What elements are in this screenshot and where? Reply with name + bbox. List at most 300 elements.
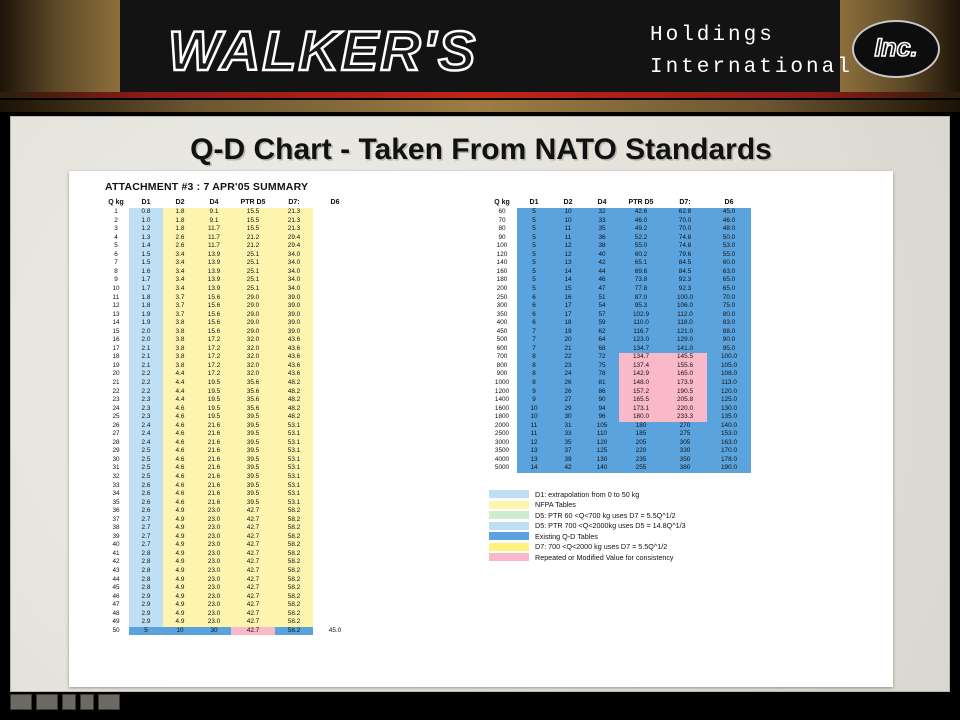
table-cell: 37 xyxy=(112,515,120,523)
brand-logo-international: International xyxy=(650,56,853,79)
table-cell: 53.1 xyxy=(275,490,313,499)
table-cell: 19.5 xyxy=(197,396,231,405)
table-row xyxy=(103,558,357,567)
table-cell: 9 xyxy=(517,387,551,396)
table-cell: 90.0 xyxy=(707,336,751,345)
column-header: D4 xyxy=(209,199,219,206)
table-cell: 48.2 xyxy=(275,413,313,422)
table-cell: 9 xyxy=(517,396,551,405)
table-cell: 4.4 xyxy=(163,387,197,396)
table-row xyxy=(103,217,357,226)
table-cell: 19 xyxy=(112,361,120,369)
table-cell: 2.1 xyxy=(129,345,163,354)
table-cell: 77.8 xyxy=(619,285,663,294)
table-cell: 1.2 xyxy=(129,225,163,234)
table-cell: 1.6 xyxy=(129,268,163,277)
table-cell: 10 xyxy=(112,284,120,292)
legend-label: D7: 700 <Q<2000 kg uses D7 = 5.5Q^1/2 xyxy=(535,542,668,552)
table-cell: 45.0 xyxy=(328,626,342,634)
table-row xyxy=(487,345,751,354)
table-row xyxy=(103,396,357,405)
legend-item xyxy=(489,531,686,542)
slide-title: Q-D Chart - Taken From NATO Standards xyxy=(190,133,772,166)
table-row xyxy=(103,601,357,610)
table-cell: 23 xyxy=(551,362,585,371)
table-cell: 58.2 xyxy=(275,558,313,567)
table-row xyxy=(103,234,357,243)
table-cell: 43.6 xyxy=(275,336,313,345)
table-cell: 9.1 xyxy=(197,208,231,217)
banner-red-stripe xyxy=(0,92,960,98)
table-row xyxy=(487,276,751,285)
table-cell: 55.0 xyxy=(707,251,751,260)
table-cell: 300 xyxy=(496,302,508,310)
table-cell: 5 xyxy=(114,242,118,250)
table-cell: 13 xyxy=(112,310,120,318)
table-row xyxy=(103,473,357,482)
table-cell: 1400 xyxy=(494,396,510,404)
table-row xyxy=(103,422,357,431)
table-cell: 84.5 xyxy=(663,259,707,268)
table-cell: 26 xyxy=(112,421,120,429)
table-row xyxy=(103,524,357,533)
table-row xyxy=(487,302,751,311)
table-cell: 42.7 xyxy=(231,524,275,533)
table-cell: 21.6 xyxy=(197,473,231,482)
table-cell: 95.3 xyxy=(619,302,663,311)
table-row xyxy=(487,405,751,414)
table-cell: 105 xyxy=(585,422,619,431)
table-cell xyxy=(313,533,357,542)
table-cell: 21.6 xyxy=(197,464,231,473)
table-row xyxy=(103,456,357,465)
table-cell: 20 xyxy=(551,336,585,345)
table-cell: 6 xyxy=(517,293,551,302)
table-cell: 23.0 xyxy=(197,593,231,602)
table-cell: 40 xyxy=(112,541,120,549)
table-cell: 15 xyxy=(112,327,120,335)
table-cell: 15.6 xyxy=(197,319,231,328)
legend-item xyxy=(489,489,686,500)
table-cell: 42.7 xyxy=(231,593,275,602)
site-header-banner xyxy=(0,0,960,98)
table-cell: 110.0 xyxy=(619,319,663,328)
table-cell: 105.0 xyxy=(707,362,751,371)
table-cell: 11.7 xyxy=(197,242,231,251)
table-cell: 178.0 xyxy=(707,456,751,465)
table-cell: 4.4 xyxy=(163,396,197,405)
table-cell: 19 xyxy=(551,328,585,337)
table-cell: 900 xyxy=(496,370,508,378)
table-cell: 380 xyxy=(663,464,707,473)
table-cell: 64 xyxy=(585,336,619,345)
table-cell: 2.5 xyxy=(129,473,163,482)
table-cell: 4.6 xyxy=(163,473,197,482)
table-cell: 108.0 xyxy=(707,370,751,379)
table-cell: 2.6 xyxy=(129,499,163,508)
table-cell: 43.6 xyxy=(275,345,313,354)
table-cell: 23.0 xyxy=(197,533,231,542)
table-cell: 57 xyxy=(585,311,619,320)
table-cell xyxy=(313,353,357,362)
table-cell: 11 xyxy=(517,422,551,431)
table-cell: 2.7 xyxy=(129,516,163,525)
table-cell: 42.7 xyxy=(231,567,275,576)
table-cell: 42.7 xyxy=(231,610,275,619)
thumbnail-item[interactable] xyxy=(36,694,58,710)
table-cell xyxy=(313,413,357,422)
table-cell: 173.1 xyxy=(619,405,663,414)
table-cell: 180.0 xyxy=(619,413,663,422)
table-cell: 52.2 xyxy=(619,234,663,243)
table-cell: 3500 xyxy=(494,447,510,455)
table-cell: 53.1 xyxy=(275,499,313,508)
table-cell xyxy=(313,490,357,499)
table-cell: 7 xyxy=(517,328,551,337)
table-cell: 53.0 xyxy=(707,242,751,251)
table-cell: 53.1 xyxy=(275,422,313,431)
table-cell: 3.8 xyxy=(163,353,197,362)
table-cell: 8 xyxy=(114,267,118,275)
table-cell xyxy=(313,558,357,567)
table-cell: 86 xyxy=(585,387,619,396)
table-cell: 4.9 xyxy=(163,618,197,627)
table-cell: 50.0 xyxy=(707,234,751,243)
table-cell: 3000 xyxy=(494,438,510,446)
table-cell: 173.9 xyxy=(663,379,707,388)
table-cell: 17.2 xyxy=(197,345,231,354)
column-header: D6 xyxy=(330,199,340,206)
thumbnail-item[interactable] xyxy=(98,694,120,710)
legend-color-swatch xyxy=(489,553,529,561)
table-cell xyxy=(313,618,357,627)
table-row xyxy=(103,293,357,302)
table-cell: 73.8 xyxy=(619,276,663,285)
table-cell: 145.5 xyxy=(663,353,707,362)
table-cell: 4 xyxy=(114,233,118,241)
table-row xyxy=(103,208,357,217)
table-cell: 23.0 xyxy=(197,558,231,567)
table-cell: 141.0 xyxy=(663,345,707,354)
table-cell: 74.8 xyxy=(663,242,707,251)
table-cell xyxy=(313,482,357,491)
table-cell: 21.2 xyxy=(231,242,275,251)
table-cell xyxy=(313,567,357,576)
table-cell: 255 xyxy=(619,464,663,473)
table-cell: 1200 xyxy=(494,387,510,395)
table-cell: 55.0 xyxy=(619,242,663,251)
table-cell: 6 xyxy=(114,250,118,258)
column-header: D2 xyxy=(563,199,573,206)
table-cell xyxy=(313,387,357,396)
table-cell: 32.0 xyxy=(231,345,275,354)
table-cell xyxy=(313,405,357,414)
table-cell: 17.2 xyxy=(197,353,231,362)
table-row xyxy=(487,336,751,345)
table-cell: 21.6 xyxy=(197,499,231,508)
table-cell: 4.6 xyxy=(163,439,197,448)
legend-label: Existing Q-D Tables xyxy=(535,531,598,541)
table-cell: 41 xyxy=(112,549,120,557)
table-cell: 29.0 xyxy=(231,328,275,337)
table-cell xyxy=(313,208,357,217)
table-cell: 185 xyxy=(619,430,663,439)
table-cell xyxy=(313,396,357,405)
table-cell: 39.5 xyxy=(231,422,275,431)
table-cell: 46 xyxy=(585,276,619,285)
table-cell: 1.3 xyxy=(129,234,163,243)
table-cell xyxy=(313,302,357,311)
table-cell: 2.0 xyxy=(129,328,163,337)
table-cell: 2.2 xyxy=(129,387,163,396)
legend-item xyxy=(489,510,686,521)
table-cell: 25.1 xyxy=(231,268,275,277)
table-cell: 157.2 xyxy=(619,387,663,396)
table-cell xyxy=(313,524,357,533)
table-cell: 9.1 xyxy=(197,217,231,226)
table-cell: 58.2 xyxy=(275,516,313,525)
table-row xyxy=(487,353,751,362)
table-cell: 130.0 xyxy=(707,405,751,414)
table-cell: 48.2 xyxy=(275,396,313,405)
table-cell: 20 xyxy=(112,370,120,378)
thumbnail-item[interactable] xyxy=(80,694,94,710)
table-row xyxy=(103,276,357,285)
table-cell: 62.8 xyxy=(663,208,707,217)
table-cell: 35 xyxy=(585,225,619,234)
table-cell xyxy=(313,610,357,619)
table-cell: 39.0 xyxy=(275,302,313,311)
table-cell: 75.0 xyxy=(707,302,751,311)
table-cell: 2.9 xyxy=(129,618,163,627)
table-cell: 25 xyxy=(112,413,120,421)
thumbnail-item[interactable] xyxy=(10,694,32,710)
table-cell: 15.6 xyxy=(197,311,231,320)
table-row xyxy=(103,447,357,456)
table-row xyxy=(487,370,751,379)
table-cell: 74.8 xyxy=(663,234,707,243)
table-cell xyxy=(313,311,357,320)
legend-item xyxy=(489,500,686,511)
table-cell: 9 xyxy=(114,276,118,284)
table-cell: 8 xyxy=(517,362,551,371)
table-cell: 58.2 xyxy=(275,567,313,576)
table-cell: 1.8 xyxy=(129,302,163,311)
table-cell: 45 xyxy=(112,584,120,592)
table-cell: 39.5 xyxy=(231,447,275,456)
table-cell: 39.0 xyxy=(275,328,313,337)
table-cell: 190.0 xyxy=(707,464,751,473)
table-row xyxy=(487,413,751,422)
table-cell: 14 xyxy=(551,268,585,277)
table-cell: 25.1 xyxy=(231,251,275,260)
table-cell: 4.9 xyxy=(163,567,197,576)
table-cell: 48.2 xyxy=(275,379,313,388)
table-cell: 2.9 xyxy=(129,610,163,619)
table-cell: 142.9 xyxy=(619,370,663,379)
table-cell: 33 xyxy=(585,217,619,226)
table-cell: 3.8 xyxy=(163,362,197,371)
column-header: D2 xyxy=(175,199,185,206)
table-cell: 163.0 xyxy=(707,439,751,448)
table-cell xyxy=(313,499,357,508)
table-cell: 90 xyxy=(498,233,506,241)
table-cell: 58.2 xyxy=(275,533,313,542)
table-cell: 3.4 xyxy=(163,285,197,294)
table-cell xyxy=(313,584,357,593)
footer-thumbnail-strip[interactable] xyxy=(10,694,120,710)
table-cell xyxy=(313,439,357,448)
table-cell: 3.7 xyxy=(163,293,197,302)
table-cell: 4.6 xyxy=(163,456,197,465)
table-row xyxy=(103,242,357,251)
table-cell xyxy=(313,319,357,328)
banner-gold-underline xyxy=(0,100,960,112)
table-cell: 18 xyxy=(112,353,120,361)
table-cell: 70.0 xyxy=(663,217,707,226)
legend-color-swatch xyxy=(489,543,529,551)
table-cell xyxy=(313,336,357,345)
table-cell: 21.3 xyxy=(275,217,313,226)
table-cell: 118.0 xyxy=(663,319,707,328)
table-cell xyxy=(313,285,357,294)
table-row xyxy=(103,362,357,371)
table-cell: 350 xyxy=(496,310,508,318)
table-cell xyxy=(313,362,357,371)
table-cell: 110 xyxy=(585,430,619,439)
table-cell: 81 xyxy=(585,379,619,388)
table-cell: 3.7 xyxy=(163,311,197,320)
table-cell: 90 xyxy=(585,396,619,405)
table-cell: 53.1 xyxy=(275,439,313,448)
table-cell xyxy=(313,593,357,602)
table-cell: 2.6 xyxy=(163,234,197,243)
table-cell: 58.2 xyxy=(275,601,313,610)
table-cell: 123.0 xyxy=(619,336,663,345)
table-cell: 23.0 xyxy=(197,507,231,516)
table-cell: 42 xyxy=(585,259,619,268)
thumbnail-item[interactable] xyxy=(62,694,76,710)
table-cell: 23.0 xyxy=(197,618,231,627)
table-cell: 92.3 xyxy=(663,276,707,285)
table-cell: 165.5 xyxy=(619,396,663,405)
table-cell: 3.4 xyxy=(163,251,197,260)
table-cell: 233.3 xyxy=(663,413,707,422)
qd-chart-sheet xyxy=(69,171,893,687)
table-cell: 17.2 xyxy=(197,336,231,345)
table-cell: 38 xyxy=(112,524,120,532)
column-header: PTR D5 xyxy=(240,199,266,206)
table-cell: 42.7 xyxy=(231,541,275,550)
table-cell: 17.2 xyxy=(197,362,231,371)
table-cell: 27 xyxy=(551,396,585,405)
table-row xyxy=(487,447,751,456)
table-cell: 270 xyxy=(663,422,707,431)
table-cell: 1.8 xyxy=(163,208,197,217)
table-cell: 58.2 xyxy=(275,593,313,602)
table-cell: 4.9 xyxy=(163,524,197,533)
table-cell: 5 xyxy=(517,251,551,260)
table-cell: 49.2 xyxy=(619,225,663,234)
table-cell: 190.5 xyxy=(663,387,707,396)
table-cell: 2.5 xyxy=(129,447,163,456)
table-cell xyxy=(313,276,357,285)
table-cell: 48.2 xyxy=(275,405,313,414)
table-cell: 112.0 xyxy=(663,311,707,320)
table-cell: 4.6 xyxy=(163,405,197,414)
table-cell: 47 xyxy=(585,285,619,294)
table-cell: 70.0 xyxy=(663,225,707,234)
table-cell: 15.5 xyxy=(231,208,275,217)
legend-label: D1: extrapolation from 0 to 50 kg xyxy=(535,489,640,499)
table-cell: 29.0 xyxy=(231,293,275,302)
table-cell: 2.8 xyxy=(129,558,163,567)
table-cell: 31 xyxy=(551,422,585,431)
table-cell: 10 xyxy=(163,627,197,636)
table-row xyxy=(487,319,751,328)
table-cell: 26 xyxy=(551,379,585,388)
table-cell xyxy=(313,430,357,439)
table-cell: 31 xyxy=(112,464,120,472)
table-cell xyxy=(313,225,357,234)
table-cell: 11 xyxy=(112,293,120,301)
table-cell: 22 xyxy=(112,387,120,395)
table-cell: 46.0 xyxy=(707,217,751,226)
table-row xyxy=(487,430,751,439)
table-cell: 65.0 xyxy=(707,276,751,285)
table-cell xyxy=(313,516,357,525)
table-cell: 21 xyxy=(112,379,120,386)
table-cell: 2.5 xyxy=(129,464,163,473)
table-cell: 4.9 xyxy=(163,516,197,525)
table-cell: 29 xyxy=(112,447,120,455)
slide-canvas xyxy=(10,116,950,692)
table-cell: 2.8 xyxy=(129,567,163,576)
table-cell: 4.9 xyxy=(163,533,197,542)
legend-label: D5: PTR 700 <Q<2000kg uses D5 = 14.8Q^1/3 xyxy=(535,521,686,531)
table-cell xyxy=(313,422,357,431)
table-cell: 4.9 xyxy=(163,601,197,610)
table-cell: 12 xyxy=(551,251,585,260)
table-cell: 58.2 xyxy=(275,618,313,627)
table-row xyxy=(103,576,357,585)
table-cell: 800 xyxy=(496,361,508,369)
table-cell: 23.0 xyxy=(197,567,231,576)
table-cell: 15.6 xyxy=(197,328,231,337)
table-cell: 58.2 xyxy=(275,524,313,533)
table-cell: 14 xyxy=(112,319,120,327)
table-cell: 3 xyxy=(114,225,118,233)
table-row xyxy=(103,507,357,516)
table-cell: 39.5 xyxy=(231,464,275,473)
table-cell: 4.9 xyxy=(163,576,197,585)
table-cell: 1.8 xyxy=(163,225,197,234)
table-row xyxy=(103,379,357,388)
table-cell: 60.0 xyxy=(707,259,751,268)
table-cell: 34 xyxy=(112,490,120,498)
table-row xyxy=(487,217,751,226)
table-cell: 21.6 xyxy=(197,447,231,456)
table-cell: 102.9 xyxy=(619,311,663,320)
table-cell: 5 xyxy=(517,225,551,234)
table-cell: 39.5 xyxy=(231,499,275,508)
table-cell: 65.1 xyxy=(619,259,663,268)
table-cell: 140 xyxy=(496,259,508,267)
table-cell: 5 xyxy=(517,242,551,251)
table-cell: 36 xyxy=(112,507,120,515)
table-cell: 2.8 xyxy=(129,576,163,585)
table-row xyxy=(487,311,751,320)
